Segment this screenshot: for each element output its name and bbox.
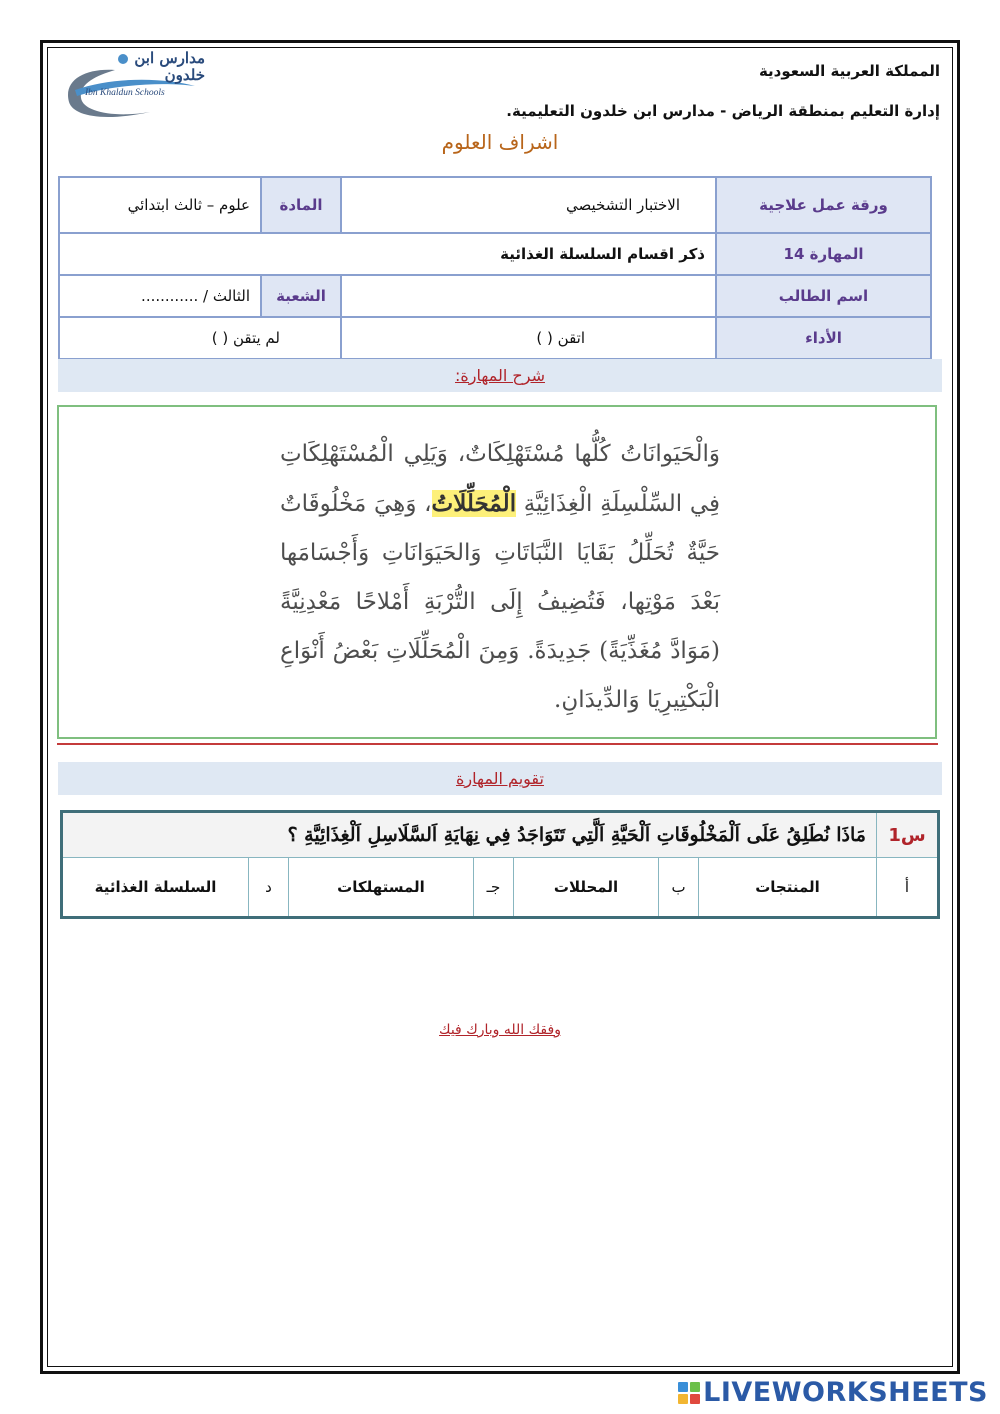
info-row-performance bbox=[59, 317, 931, 359]
brand-square-blue bbox=[678, 1382, 688, 1392]
brand-name: LIVEWORKSHEETS bbox=[703, 1377, 988, 1408]
brand-grid-icon bbox=[678, 1382, 700, 1404]
info-row-student bbox=[59, 275, 931, 317]
option-letter-c: جـ bbox=[474, 858, 514, 918]
mastered-option[interactable]: اتقن ( ) bbox=[341, 317, 716, 359]
explanation-text-after: ، وَهِيَ مَخْلُوقَاتٌ حَيَّةٌ تُحَلِّلُ بَقَايَا النَّبَاتَاتِ وَالحَيَوَانَاتِ وَأَجْسَامَها بَعْدَ مَوْتِها، فَتُضِيفُ إِلَى التُّرْبَةِ أَمْلاحًا مَعْدِنِيَّةً (مَوَادَّ مُغَذِّيَةً) جَدِيدَةً. وَمِنَ الْمُحَلِّلَاتِ بَعْضُ أَنْوَاعِ الْبَكْتِيرِيَا وَالدِّيدَانِ. bbox=[280, 491, 720, 713]
explanation-highlight: الْمُحَلِّلَاتُ bbox=[431, 490, 517, 517]
brand-square-red bbox=[690, 1394, 700, 1404]
section-label: الشعبة bbox=[261, 275, 341, 317]
question-row bbox=[62, 812, 939, 858]
worksheet-label: ورقة عمل علاجية bbox=[716, 177, 931, 233]
info-row-skill bbox=[59, 233, 931, 275]
liveworksheets-brand bbox=[678, 1377, 988, 1408]
subject-label: المادة bbox=[261, 177, 341, 233]
school-logo bbox=[55, 50, 205, 125]
kingdom-title: المملكة العربية السعودية bbox=[758, 62, 940, 80]
not-mastered-option[interactable]: لم يتقن ( ) bbox=[59, 317, 341, 359]
options-row bbox=[62, 858, 939, 918]
option-letter-a: أ bbox=[877, 858, 939, 918]
student-name-field[interactable] bbox=[341, 275, 716, 317]
section-value: الثالث / ............ bbox=[59, 275, 261, 317]
explanation-heading: شرح المهارة: bbox=[58, 359, 942, 392]
section-divider bbox=[57, 743, 938, 745]
question-number: س1 bbox=[877, 812, 939, 858]
subject-value: علوم – ثالث ابتدائي bbox=[59, 177, 261, 233]
skill-label: المهارة 14 bbox=[716, 233, 931, 275]
option-letter-b: ب bbox=[659, 858, 699, 918]
option-b[interactable]: المحللات bbox=[514, 858, 659, 918]
option-letter-d: د bbox=[249, 858, 289, 918]
performance-label: الأداء bbox=[716, 317, 931, 359]
question-text: مَاذَا نُطَلِقُ عَلَى اَلْمَخْلُوقَاتِ اَلْحَيَّةِ اَلَّتِي تَتَوَاجَدُ فِي نِهَايَةِ اَلسَّلَاسِلِ اَلْغِذَائِيَّةِ ؟ bbox=[62, 812, 877, 858]
skill-value: ذكر اقسام السلسلة الغذائية bbox=[59, 233, 716, 275]
evaluation-heading: تقويم المهارة bbox=[58, 762, 942, 795]
option-d[interactable]: السلسلة الغذائية bbox=[62, 858, 249, 918]
explanation-text-before: وَالْحَيَوانَاتُ كُلُّها مُسْتَهْلِكَاتٌ، وَيَلِي الْمُسْتَهْلِكَاتِ فِي السِّلْسِلَةِ الْغِذَائِيَّةِ bbox=[280, 441, 720, 517]
brand-square-green bbox=[690, 1382, 700, 1392]
brand-square-yellow bbox=[678, 1394, 688, 1404]
question-table bbox=[60, 810, 940, 919]
logo-english-name: Ibn Khaldun Schools bbox=[85, 88, 165, 98]
explanation-paragraph bbox=[280, 430, 720, 725]
option-a[interactable]: المنتجات bbox=[699, 858, 877, 918]
test-name: الاختبار التشخيصي bbox=[341, 177, 716, 233]
supervision-title: اشراف العلوم bbox=[441, 130, 559, 154]
option-c[interactable]: المستهلكات bbox=[289, 858, 474, 918]
info-row-worksheet bbox=[59, 177, 931, 233]
worksheet-info-table bbox=[58, 176, 932, 360]
student-name-label: اسم الطالب bbox=[716, 275, 931, 317]
administration-title: إدارة التعليم بمنطقة الرياض - مدارس ابن خلدون التعليمية. bbox=[506, 102, 940, 120]
logo-arabic-name: مدارس ابن خلدون bbox=[134, 49, 205, 84]
closing-message: وفقك الله وبارك فيك bbox=[439, 1022, 561, 1038]
